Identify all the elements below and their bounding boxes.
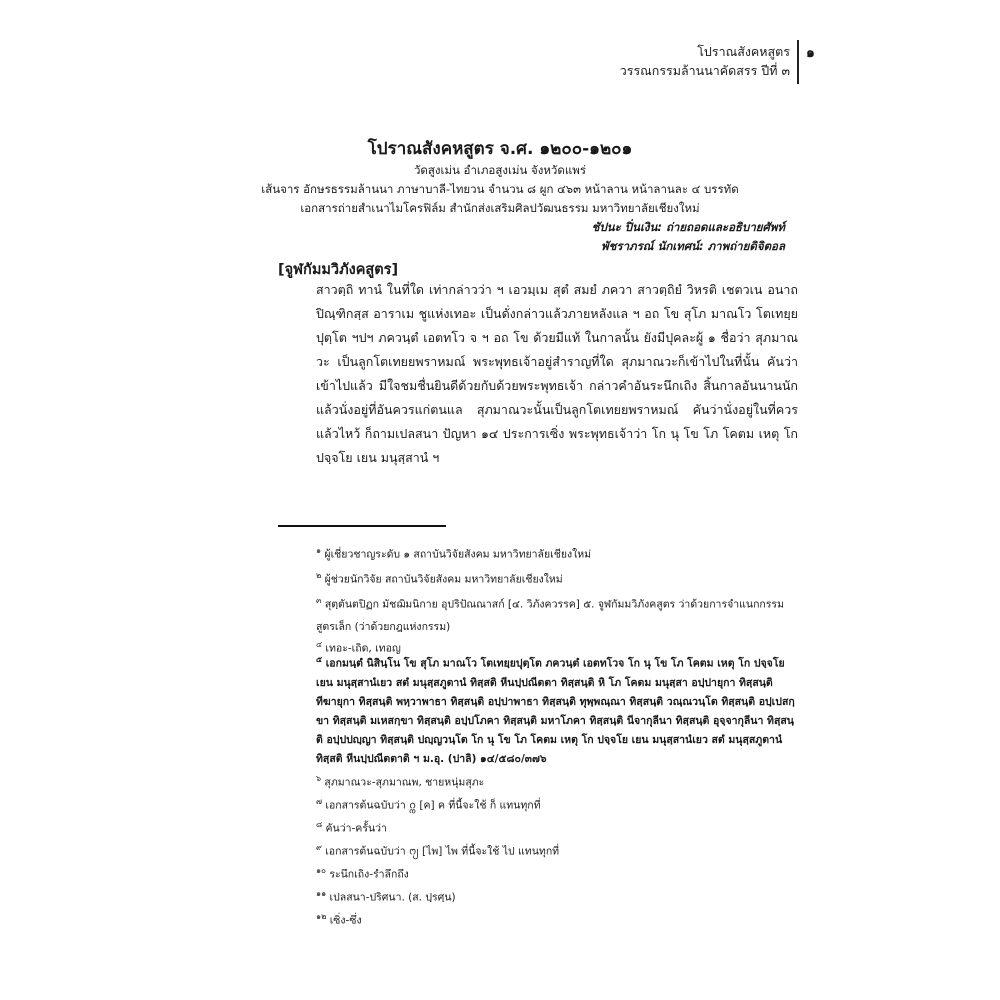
header-title: โปราณสังคหสูตร — [697, 44, 790, 59]
footnote-5 — [278, 650, 798, 769]
footnote-mark: ๓ — [316, 596, 322, 605]
meta-details: เส้นจาร อักษรธรรมล้านนา ภาษาบาลี-ไทยวน จำนวน ๘ ผูก ๔๖๓ หน้าลาน หน้าลานละ ๔ บรรทัด — [261, 182, 739, 196]
footnote-text: เซิ่ง-ซึ่ง — [329, 914, 362, 927]
footnote-10 — [278, 860, 798, 886]
footnote-3 — [278, 590, 798, 638]
footnote-text: คันว่า-ครั้นว่า — [325, 822, 387, 835]
footnote-text: เทอะ-เถิด, เทอญ — [325, 642, 401, 655]
running-header — [620, 42, 790, 80]
footnote-mark: ๒ — [316, 571, 322, 580]
footnote-mark: ๖ — [316, 774, 322, 783]
footnote-11 — [278, 883, 798, 909]
footnote-1 — [278, 540, 798, 566]
footnote-mark: ๑๑ — [316, 889, 327, 898]
footnote-text: เอกสารต้นฉบับว่า ᨣ᩠ᨠ [ค] ค ที่นี้จะใช้ ก็ แทนทุกที่ — [325, 799, 541, 812]
body-paragraph — [278, 278, 798, 470]
footnote-text: สุภมาณวะ-สุภมาณพ, ชายหนุ่มสุภะ — [324, 776, 485, 789]
footnote-7 — [278, 791, 798, 817]
footnote-2 — [278, 565, 798, 591]
footnote-6 — [278, 768, 798, 794]
footnote-text: เปลสนา-ปริศนา. (ส. ปฺรศฺน) — [329, 891, 456, 904]
footnote-mark: ๙ — [316, 843, 322, 852]
meta-place: วัดสูงเม่น อำเภอสูงเม่น จังหวัดแพร่ — [413, 163, 587, 177]
footnote-12 — [278, 906, 798, 932]
footnote-mark: ๔ — [316, 640, 323, 649]
footnote-mark: ๑๒ — [316, 912, 327, 921]
footnote-text: ระนึกเถิง-รำลึกถึง — [329, 868, 409, 881]
footnote-9 — [278, 837, 798, 863]
footnote-mark: ๘ — [316, 820, 323, 829]
footnote-divider — [278, 525, 446, 527]
footnote-mark: ๕ — [316, 655, 323, 664]
footnote-mark: ๑ — [316, 546, 322, 555]
meta-source: เอกสารถ่ายสำเนาไมโครฟิล์ม สำนักส่งเสริมศิลปวัฒนธรรม มหาวิทยาลัยเชียงใหม่ — [300, 201, 700, 215]
footnote-8 — [278, 814, 798, 840]
footnote-text: ผู้เชี่ยวชาญระดับ ๑ สถาบันวิจัยสังคม มหาวิทยาลัยเชียงใหม่ — [324, 548, 592, 561]
footnote-mark: ๑๐ — [316, 866, 326, 875]
paragraph-text: สาวตฺถิ ทานํ ในที่ใด เท่ากล่าวว่า ฯ เอวมฺเม สุตํ สมยํ ภควา สาวตฺถิยํ วิหรติ เชตวเน อนาถปิณฺฑิกสฺส อาราเม ชูแห่งเทอะ เป็นดั่งกล่าวแล้วภายหลังแล ฯ อถ โข สุโภ มาณโว โตเทยฺยปุตฺโต ฯปฯ ภควนฺตํ เอตทโว จ ฯ อถ โข ด้วยมีแท้ ในกาลนั้น ยังมีปุคละผู้ ๑ ชื่อว่า สุภมาณวะ เป็นลูกโตเทยยพราหมณ์ พระพุทธเจ้าอยู่สำราญที่ใด สุภมาณวะก็เข้าไปในที่นั้น คันว่า เข้าไปแล้ว มีใจชมชื่นยินดีด้วยกับด้วยพระพุทธเจ้า กล่าวคำอันระนึกเถิง สิ้นกาลอันนานนักแล้วนั่งอยู่ที่อันควรแก่ตนแล สุภมาณวะนั้นเป็นลูกโตเทยยพราหมณ์ คันว่านั่งอยู่ในที่ควรแล้วไหว้ ก็ถามเปลสนา ปัญหา ๑๔ ประการเซิ่ง พระพุทธเจ้าว่า โก นุ โข โภ โคตม เหตุ โก ปจฺจโย เยน มนุสฺสานํ ฯ — [316, 282, 798, 465]
footnote-text: ผู้ช่วยนักวิจัย สถาบันวิจัยสังคม มหาวิทยาลัยเชียงใหม่ — [324, 573, 563, 586]
document-title: โปราณสังคหสูตร จ.ศ. ๑๒๐๐-๑๒๐๑ — [367, 139, 633, 159]
credit-transcriber: ชัปนะ ปิ่นเงิน: ถ่ายถอดและอธิบายศัพท์ — [591, 220, 785, 234]
header-divider — [797, 40, 799, 84]
footnote-text: สุตฺตันตปิฏก มัชฌิมนิกาย อุปริปัณณาสก์ [๔. วิภังควรรค] ๕. จูฬกัมมวิภังคสูตร ว่าด้วยการจำแนกกรรม สูตรเล็ก (ว่าด้วยกฎแห่งกรรม) — [316, 598, 784, 633]
footnote-text: เอกสารต้นฉบับว่า ᨻ᩠ᨿ [ไพ] ไพ ที่นี้จะใช้ ไป แทนทุกที่ — [325, 845, 560, 858]
page-number: ๑ — [806, 45, 815, 61]
header-series: วรรณกรรมล้านนาคัดสรร ปีที่ ๓ — [619, 63, 790, 78]
credit-photographer: พัชราภรณ์ นักเทศน์: ภาพถ่ายดิจิตอล — [601, 239, 785, 253]
section-heading: [จูฬกัมมวิภังคสูตร] — [278, 262, 399, 278]
footnote-mark: ๗ — [316, 797, 323, 806]
footnote-text: เอกมนฺตํ นิสินฺโน โข สุโภ มาณโว โตเทยฺยปุตฺโต ภควนฺตํ เอตทโวจ โก นุ โข โภ โคตม เหตุ โก ปจฺจโย เยน มนุสฺสานํเยว สตํ มนุสฺสภูตานํ ทิสฺสติ หีนปฺปณีตตา ทิสฺสนฺติ หิ โภ โคตม มนุสฺสา อปฺปายุกา ทิสฺสนฺติ ทีฆายุกา ทิสฺสนฺติ พหฺวาพาธา ทิสฺสนฺติ อปฺปาพาธา ทิสฺสนฺติ ทุพฺพณฺณา ทิสฺสนฺติ วณฺณวนฺโต ทิสฺสนฺติ อปฺเปสกฺขา ทิสฺสนฺติ มเหสกฺขา ทิสฺสนฺติ อปฺปโภคา ทิสฺสนฺติ มหาโภคา ทิสฺสนฺติ นีจากุลีนา ทิสฺสนฺติ อุจฺจากุลีนา ทิสฺสนฺติ อปฺปปญฺญา ทิสฺสนฺติ ปญฺญวนฺโต โก นุ โข โภ โคตม เหตุ โก ปจฺจโย เยน มนุสฺสานํเยว สตํ มนุสฺสภูตานํ ทิสฺสติ หีนปฺปณีตตาติ ฯ ม.อุ. (ปาลิ) ๑๔/๕๘๐/๓๗๖ — [316, 657, 795, 765]
